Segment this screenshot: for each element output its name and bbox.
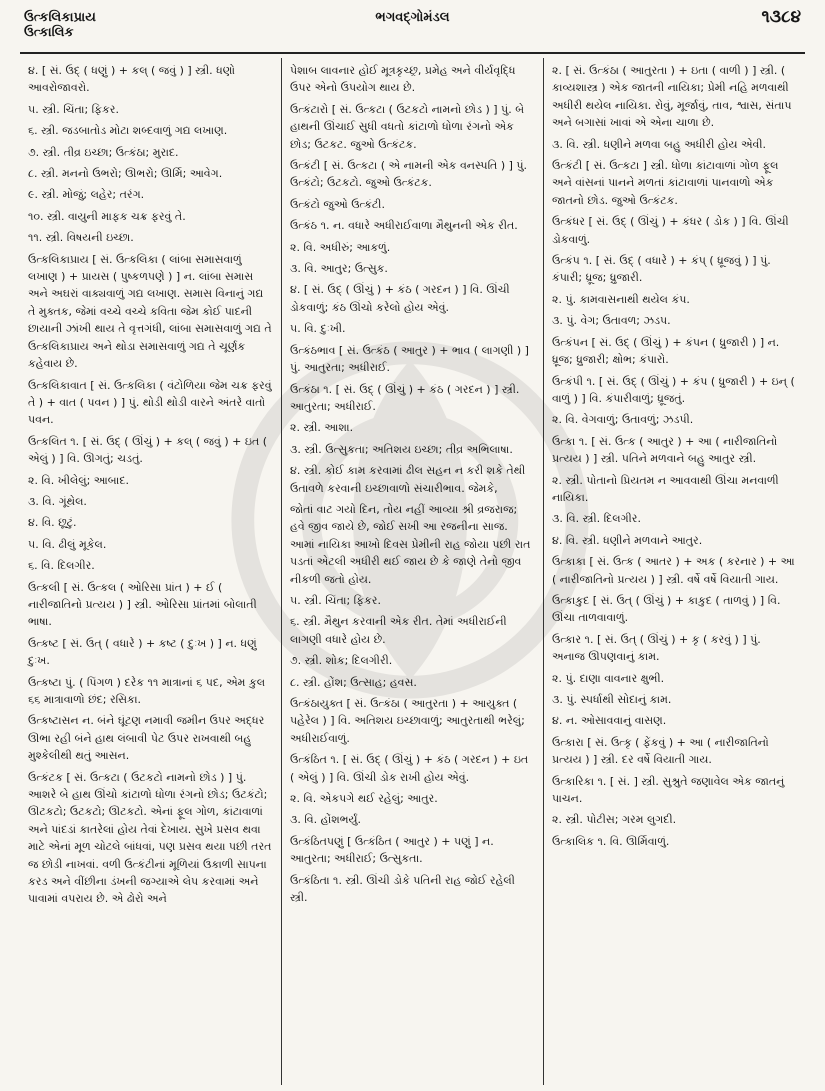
dictionary-entry: ઉત્કંઠિતપણું [ ઉત્કંઠિત ( આતુર ) + પણું ] ન. આતુરતા; અધીરાઈ; ઉત્સુકતા. — [290, 834, 494, 866]
dictionary-entry: ૨. સ્ત્રી. આશા. — [290, 421, 354, 435]
dictionary-entry: ૨. વિ. અધીરું; આકળું. — [290, 240, 391, 254]
dictionary-entry: ૪. [ સં. ઉદ્ ( ધણું ) + કલ્ ( જવું ) ] સ્ત્રી. ધણો આવરોજાવરો. — [28, 64, 236, 95]
page-header — [24, 7, 801, 40]
dictionary-entry: ૩. વિ. આતુર; ઉત્સુક. — [290, 262, 388, 276]
dictionary-entry: ઉત્કંઠિત ૧. [ સં. ઉદ્ ( ઊંચું ) + કંઠ ( ગરદન ) + ઇત ( એલું ) ] વિ. ઊંચી ડોક રાખી હોય એવું. — [290, 753, 529, 784]
dictionary-entry: ૩. સ્ત્રી. ઉત્સુકતા; અતિશય ઇચ્છા; તીવ્ર અભિલાષા. — [290, 442, 513, 456]
dictionary-entry: ઉત્કંપી ૧. [ સં. ઉદ્ ( ઊંચું ) + કંપ ( ધ્રુજારી ) + ઇન્ ( વાળું ) ] વિ. કંપારીવાળું; ધ્રૂજતું. — [552, 374, 795, 405]
dictionary-entry: ઉત્કંપન [ સં. ઉદ્ ( ઊંચું ) + કંપન ( ધ્રુજારી ) ] ન. ધ્રૂજ; ધ્રુજારી; ક્ષોભ; કંપારો. — [552, 335, 780, 367]
running-head-first-entry: ઉત્કલિકાપ્રાય — [24, 10, 96, 25]
running-head-last-entry: ઉત્કાલિક — [24, 25, 74, 40]
dictionary-entry: ૫. સ્ત્રી. ચિંતા; ફિકર. — [290, 593, 381, 607]
dictionary-entry: ઉત્કલી [ સં. ઉત્કલ ( ઓરિસા પ્રાંત ) + ઈ ( નારીજાતિનો પ્રત્યય ) ] સ્ત્રી. ઓરિસા પ્રાંતમાં બોલાતી ભાષા. — [28, 580, 257, 629]
dictionary-entry: ઉત્કંટક [ સં. ઉત્કટા ( ઉટકટો નામનો છોડ ) ] પું. આશરે બે હાથ ઊંચો કાંટાળો ધોળા રંગનો છોડ; ઉટકંટો; ઊટકટો; ઉટકટો; ઊટકટો. એનાં ફૂલ ગોળ, કાંટાવાળાં અને પાંદડાં કાતરેલાં હોય તેવાં દેખાય. સુખે પ્રસવ થવા માટે એનાં મૂળ ચોટલે બાંધવાં, પણ પ્રસવ થયા પછી તરત જ છોડી નાખવાં. વળી ઉત્કંટીનાં મૂળિયાં ઉકાળી સાપના કરડ અને વીંછીના ડંખની જગ્યાએ લેપ કરવામાં અને પાવામાં વપરાય છે. એ ઢોરો અને — [28, 770, 272, 906]
dictionary-entry: ઉત્કલિકાવાત [ સં. ઉત્કલિકા ( વંટોળિયા જેમ ચક્ર ફરવું તે ) + વાત ( પવન ) ] પું. થોડી થોડી વારને અંતરે વાતો પવન. — [28, 378, 272, 427]
dictionary-columns — [20, 58, 805, 1085]
dictionary-entry: ૧૦. સ્ત્રી. વાયુની માફક ચક્ર ફરવું તે. — [28, 209, 186, 223]
column-left — [20, 58, 281, 1085]
dictionary-entry: પેશાબ લાવનાર હોઈ મૂત્રકૃચ્છ્ર, પ્રમેહ અને વીર્યવૃદ્ધિ ઉપર એનો ઉપયોગ થાય છે. — [290, 64, 516, 95]
dictionary-entry: ૮. સ્ત્રી. હોંશ; ઉત્સાહ; હવસ. — [290, 675, 417, 689]
dictionary-entry: ઉત્કષ્ટાસન ન. બંને ઘૂંટણ નમાવી જમીન ઉપર અદ્ધર ઊભા રહી બંને હાથ લંબાવી પેટ ઉપર રાખવાથી બહુ મુશ્કેલીથી થતું આસન. — [28, 714, 265, 763]
page-number: ૧૩૮૪ — [761, 7, 801, 27]
dictionary-entry: ઉત્કંઠાયુક્ત [ સં. ઉત્કંઠા ( આતુરતા ) + આયુક્ત ( પહેરેલ ) ] વિ. અતિશય ઇચ્છાવાળું; આતુરતાથી ભરેલું; અધીરાઈવાળું. — [290, 697, 525, 745]
dictionary-entry: ઉત્કંપ ૧. [ સં. ઉદ્ ( વધારે ) + કંપ્ ( ધ્રૂજવું ) ] પું. કંપારી; ધ્રૂજ; ધ્રુજારી. — [552, 254, 771, 285]
dictionary-entry: ૨. વિ. ખીલેલું; આબાદ. — [28, 473, 129, 487]
dictionary-entry: ૧૧. સ્ત્રી. વિષયની ઇચ્છા. — [28, 231, 134, 245]
dictionary-entry: ઉત્કંટી [ સં. ઉત્કટા ] સ્ત્રી. ધોળા કાંટાવાળાં ગોળ ફૂલ અને વાંસનાં પાનને મળતાં કાંટાવાળાં પાનવાળો એક જાતનો છોડ. જુઓ ઉત્કંટક. — [552, 159, 779, 207]
dictionary-entry: ઉત્કષ્ટા પું. ( પિંગળ ) દરેક ૧૧ માત્રાનાં ૬ પદ, એમ કુલ ૬૬ માત્રાવાળો છંદ; રસિકા. — [28, 675, 266, 706]
dictionary-entry: ઉત્કષ્ટ [ સં. ઉત્ ( વધારે ) + કષ્ટ ( દુઃખ ) ] ન. ધણું દુઃખ. — [28, 636, 257, 668]
dictionary-entry: ઉત્કાકુદ [ સં. ઉત્ ( ઊંચું ) + કાકુદ ( તાળવું ) ] વિ. ઊંચા તાળવાવાળું. — [552, 593, 781, 625]
dictionary-entry: ઉત્કાલિક ૧. વિ. ઊર્મિવાળું. — [552, 834, 670, 848]
dictionary-entry: ઉત્કંટો જુઓ ઉત્કંટી. — [290, 197, 385, 211]
dictionary-entry: ૨. [ સં. ઉત્કંઠા ( આતુરતા ) + ઇતા ( વાળી ) ] સ્ત્રી. ( કાવ્યશાસ્ત્ર ) એક જાતની નાયિકા; પ્રેમી નહિ મળવાથી અધીરી થયેલ નાયિકા. રોવું, મૂર્જાવું, તાવ, શ્વાસ, સંતાપ અને બગાસાં ખાવાં એ એના ચાળા છે. — [552, 64, 792, 130]
column-middle — [281, 58, 543, 1085]
dictionary-entry: જોતાં વાટ ગયો દિન, તોય નહીં આવ્યા શ્રી વ્રજરાજ; હવે જીવ જાયે છે, જોઈ સખી આ રજનીના સાજ. આમાં નાયિકા આખો દિવસ પ્રેમીની રાહ જોયા પછી રાત પડતાં એટલી અધીરી થઈ જાય છે કે જાણે તેનો જીવ નીકળી જતો હોય. — [290, 502, 531, 586]
dictionary-entry: ઉત્કંઠ ૧. ન. વધારે અધીરાઈવાળા મૈથુનની એક રીત. — [290, 219, 518, 233]
dictionary-entry: ૫. સ્ત્રી. ચિંતા; ફિકર. — [28, 102, 119, 116]
dictionary-entry: ઉત્કંઠિતા ૧. સ્ત્રી. ઊંચી ડોકે પતિની રાહ જોઈ રહેલી સ્ત્રી. — [290, 873, 515, 905]
book-title: ભગવદ્ગોમંડલ — [375, 10, 450, 25]
dictionary-entry: ૨. વિ. વેગવાળું; ઉતાવળું; ઝડપી. — [552, 413, 694, 427]
dictionary-entry: ઉત્કાર ૧. [ સં. ઉત્ ( ઊંચું ) + કૃ ( કરવું ) ] પું. અનાજ ઊપણવાનું કામ. — [552, 632, 761, 664]
dictionary-entry: ૫. વિ. દુઃખી. — [290, 322, 346, 336]
dictionary-entry: ૩. વિ. હોંશભર્યું. — [290, 813, 362, 827]
dictionary-entry: ઉત્કાકા [ સં. ઉત્ક ( આતર ) + અક ( કરનાર ) + આ ( નારીજાતિનો પ્રત્યય ) ] સ્ત્રી. વર્ષે વર્ષે વિયાતી ગાય. — [552, 555, 795, 586]
dictionary-entry: ૬. સ્ત્રી. મૈથુન કરવાની એક રીત. તેમાં અધીરાઈની લાગણી વધારે હોય છે. — [290, 615, 507, 646]
header-rule — [20, 52, 805, 54]
dictionary-entry: ઉત્કંઠા ૧. [ સં. ઉદ્ ( ઊંચું ) + કંઠ ( ગરદન ) ] સ્ત્રી. આતુરતા; અધીરાઈ. — [290, 382, 520, 413]
dictionary-entry: ઉત્કલિકાપ્રાય [ સં. ઉત્કલિકા ( લાંબા સમાસવાળું લખાણ ) + પ્રાયસ ( પુષ્કળપણે ) ] ન. લાંબા સમાસ અને અઘરાં વાક્યવાળું ગદ્ય લખાણ. સમાસ વિનાનું ગદ્ય તે મુક્તક, જેમાં વચ્ચે વચ્ચે કવિતા જેમ કોઈ પાદની છાયાની ઝાંખી થાય તે વૃત્તગંધી, લાંબા સમાસવાળું ગદ્ય તે ઉત્કલિકાપ્રાય અને થોડા સમાસવાળું ગદ્ય તે ચૂર્ણક કહેવાય છે. — [28, 252, 272, 371]
dictionary-entry: ૨. વિ. એકપગે થઈ રહેલું; આતુર. — [290, 792, 438, 806]
dictionary-entry: ૩. પું. વેગ; ઉતાવળ; ઝડપ. — [552, 314, 671, 328]
dictionary-entry: ઉત્કારિકા ૧. [ સં. ] સ્ત્રી. સુશ્રુતે જણાવેલ એક જાતનું પાચન. — [552, 774, 785, 806]
column-right — [543, 58, 805, 1085]
dictionary-entry: ૬. સ્ત્રી. જડબાતોડ મોટા શબ્દવાળું ગદ્ય લખાણ. — [28, 124, 228, 138]
dictionary-entry: ૨. પું. કામવાસનાથી થયેલ કંપ. — [552, 292, 690, 306]
dictionary-entry: ઉત્કંટારો [ સં. ઉત્કટા ( ઉટકટો નામનો છોડ ) ] પું. બે હાથની ઊંચાઈ સુધી વધતો કાંટાળો ધોળા રંગનો એક છોડ; ઉટકટ. જુઓ ઉત્કંટક. — [290, 102, 525, 151]
dictionary-entry: ૪. વિ. છૂટું. — [28, 516, 77, 530]
dictionary-entry: ૩. વિ. ગૂંથેલ. — [28, 494, 87, 508]
dictionary-entry: ૭. સ્ત્રી. શોક; દિલગીરી. — [290, 654, 393, 668]
dictionary-entry: ઉત્કા ૧. [ સં. ઉત્ક ( આતુર ) + આ ( નારીજાતિનો પ્રત્યય ) ] સ્ત્રી. પતિને મળવાને બહુ આતુર સ્ત્રી. — [552, 434, 778, 466]
dictionary-entry: ઉત્કંધર [ સં. ઉદ્ ( ઊંચું ) + કંધર ( ડોક ) ] વિ. ઊંચી ડોકવાળું. — [552, 215, 789, 246]
dictionary-entry: ૮. સ્ત્રી. મનનો ઉભરો; ઊભરો; ઊર્મિ; આવેગ. — [28, 167, 223, 181]
dictionary-entry: ઉત્કંઠભાવ [ સં. ઉત્કંઠ ( આતુર ) + ભાવ ( લાગણી ) ] પું. આતુરતા; અધીરાઈ. — [290, 343, 529, 375]
dictionary-entry: ૩. વિ. સ્ત્રી. દિલગીર. — [552, 512, 641, 526]
dictionary-entry: ઉત્કારા [ સં. ઉત્કૃ ( ફેંકવું ) + આ ( નારીજાતિનો પ્રત્યય ) ] સ્ત્રી. દર વર્ષે વિયાતી ગાય. — [552, 735, 769, 767]
dictionary-entry: ઉત્કલિત ૧. [ સં. ઉદ્ ( ઊંચું ) + કલ્ ( જવું ) + ઇત ( એલું ) ] વિ. ઊગતું; ચડતું. — [28, 434, 268, 466]
dictionary-entry: ૪. વિ. સ્ત્રી. ધણીને મળવાને આતુર. — [552, 533, 703, 547]
dictionary-entry: ૨. સ્ત્રી. પોટીસ; ગરમ લુગદી. — [552, 813, 677, 827]
dictionary-entry: ૪. [ સં. ઉદ્ ( ઊંચું ) + કંઠ ( ગરદન ) ] વિ. ઊંચી ડોકવાળું; કંઠ ઊંચો કરેલો હોય એવું. — [290, 283, 510, 314]
dictionary-entry: ૪. ન. ઓસાવવાનું વાસણ. — [552, 714, 667, 728]
dictionary-entry: ૫. વિ. ઢીલું મૂકેલ. — [28, 537, 107, 551]
dictionary-entry: ઉત્કંટી [ સં. ઉત્કટા ( એ નામની એક વનસ્પતિ ) ] પું. ઉત્કંટો; ઉટકટો. જુઓ ઉત્કંટક. — [290, 159, 528, 190]
dictionary-entry: ૩. પું. સ્પર્ધાથી સોદાનું કામ. — [552, 693, 672, 706]
dictionary-entry: ૬. વિ. દિલગીર. — [28, 559, 95, 573]
dictionary-entry: ૨. પું. દાણા વાવનાર ક્ષુભી. — [552, 671, 665, 685]
dictionary-entry: ૪. સ્ત્રી. કોઈ કામ કરવામાં ઢીલ સહન ન કરી શકે તેથી ઉતાવળે કરવાની ઇચ્છાવાળો સંચારીભાવ. જેમકે, — [290, 464, 526, 495]
dictionary-entry: ૨. સ્ત્રી. પોતાનો પ્રિયતમ ન આવવાથી ઊંચા મનવાળી નાયિકા. — [552, 473, 779, 504]
dictionary-entry: ૩. વિ. સ્ત્રી. ધણીને મળવા બહુ અધીરી હોય એવી. — [552, 137, 767, 151]
dictionary-entry: ૯. સ્ત્રી. મોજું; લહેર; તરંગ. — [28, 188, 145, 202]
dictionary-entry: ૭. સ્ત્રી. તીવ્ર ઇચ્છા; ઉત્કંઠા; મુરાદ. — [28, 145, 179, 159]
